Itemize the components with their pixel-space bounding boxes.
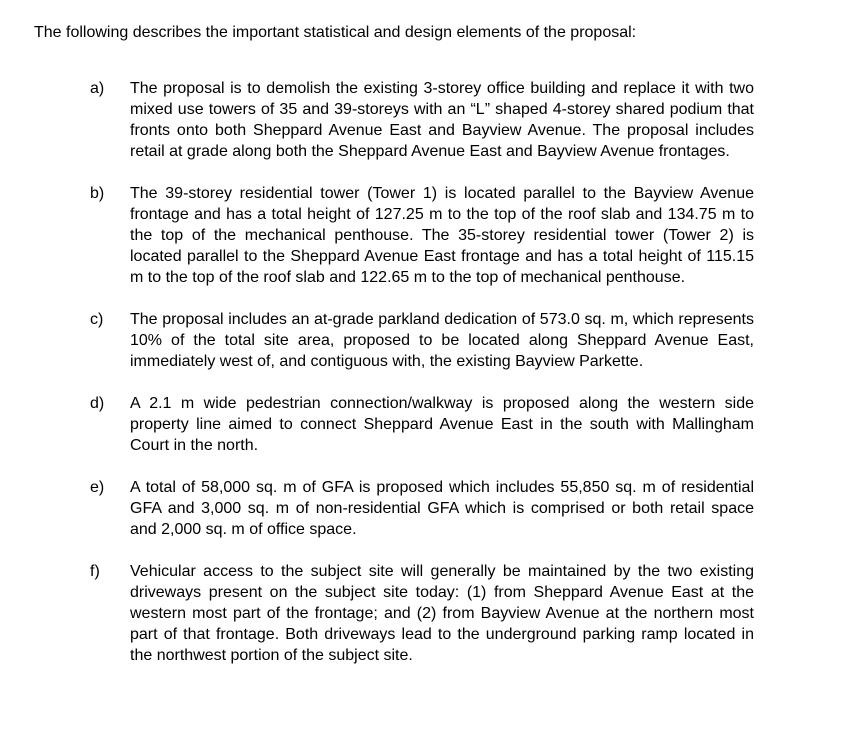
list-marker: c) <box>90 311 104 328</box>
list-item-f <box>90 561 754 666</box>
list-item-d <box>90 393 754 456</box>
list-item-e <box>90 477 754 540</box>
list-item-a <box>90 78 754 162</box>
list-marker: b) <box>90 185 105 202</box>
list-item-text: The 39-storey residential tower (Tower 1) is located parallel to the Bayview Avenue frontage and has a total height of 127.25 m to the top of the roof slab and 134.75 m to the top of the mechanical penthouse. The 35-storey residential tower (Tower 2) is located parallel to the Sheppard Avenue East frontage and has a total height of 115.15 m to the top of the roof slab and 122.65 m to the top of mechanical penthouse. <box>130 185 754 286</box>
list-marker: a) <box>90 80 105 97</box>
list-marker: d) <box>90 395 105 412</box>
list-item-c <box>90 309 754 372</box>
proposal-elements-list <box>90 78 754 687</box>
list-marker: e) <box>90 479 105 496</box>
list-item-text: A total of 58,000 sq. m of GFA is proposed which includes 55,850 sq. m of residential GFA and 3,000 sq. m of non-residential GFA which is comprised or both retail space and 2,000 sq. m of office space. <box>130 479 754 538</box>
list-marker: f) <box>90 563 100 580</box>
list-item-text: The proposal includes an at-grade parkland dedication of 573.0 sq. m, which represents 10% of the total site area, proposed to be located along Sheppard Avenue East, immediately west of, and contiguous with, the existing Bayview Parkette. <box>130 311 754 370</box>
list-item-text: The proposal is to demolish the existing 3-storey office building and replace it with two mixed use towers of 35 and 39-storeys with an “L” shaped 4-storey shared podium that fronts onto both Sheppard Avenue East and Bayview Avenue. The proposal includes retail at grade along both the Sheppard Avenue East and Bayview Avenue frontages. <box>130 80 754 160</box>
list-item-text: A 2.1 m wide pedestrian connection/walkway is proposed along the western side property line aimed to connect Sheppard Avenue East in the south with Mallingham Court in the north. <box>130 395 754 454</box>
intro-paragraph: The following describes the important statistical and design elements of the proposal: <box>34 24 637 41</box>
list-item-b <box>90 183 754 288</box>
list-item-text: Vehicular access to the subject site will generally be maintained by the two existing driveways present on the subject site today: (1) from Sheppard Avenue East at the western most part of the frontage; and (2) from Bayview Avenue at the northern most part of that frontage. Both driveways lead to the underground parking ramp located in the northwest portion of the subject site. <box>130 563 754 664</box>
